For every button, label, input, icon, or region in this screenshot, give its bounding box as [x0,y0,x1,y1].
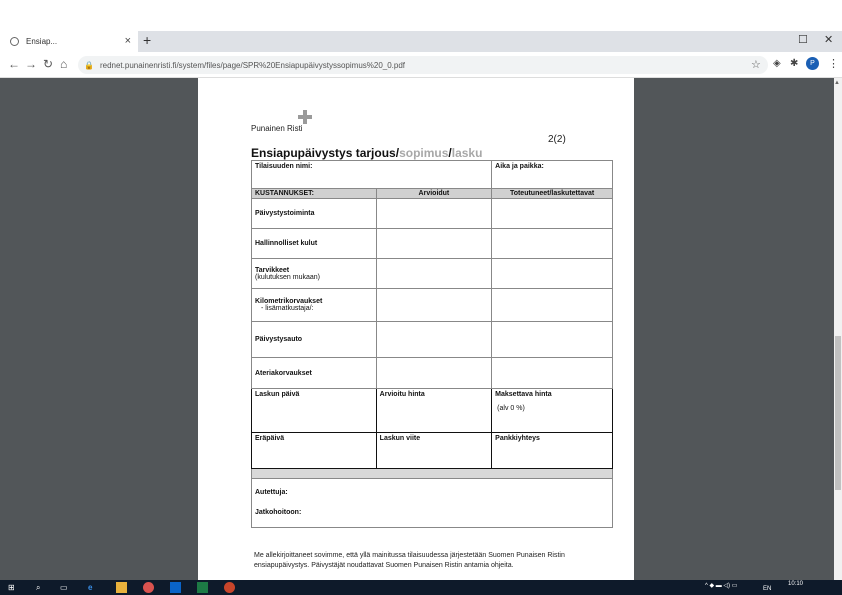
globe-icon [10,37,19,46]
actual-cell[interactable] [492,199,613,229]
windows-start-icon[interactable]: ⊞ [8,583,15,592]
title-lasku: lasku [451,146,483,160]
invoice-ref-cell[interactable]: Laskun viite [376,433,492,469]
back-icon[interactable]: ← [8,57,20,71]
actual-cell[interactable] [492,259,613,289]
file-explorer-icon[interactable] [116,582,127,593]
red-cross-logo-bar [298,115,312,119]
estimated-cell[interactable] [376,289,492,322]
powerpoint-icon[interactable] [224,582,235,593]
event-name-cell[interactable]: Tilaisuuden nimi: [252,161,492,189]
actual-cell[interactable] [492,358,613,389]
scrollbar[interactable] [834,78,842,580]
document-title [251,146,482,160]
clock[interactable]: 10:10 [788,581,804,587]
estimated-cell[interactable] [376,229,492,259]
scroll-up-icon[interactable]: ▲ [834,80,840,86]
invoice-date-cell[interactable]: Laskun päivä [252,389,377,433]
system-tray-icons[interactable]: ^ ◆ ▬ ◁) ▭ [705,583,738,589]
title-sopimus: sopimus [399,146,449,160]
reload-icon[interactable]: ↻ [43,57,54,71]
chrome-icon[interactable] [143,582,154,593]
address-bar[interactable] [78,56,768,74]
estimated-cell[interactable] [376,199,492,229]
menu-kebab-icon[interactable]: ⋮ [828,58,839,70]
time-place-cell[interactable]: Aika ja paikka: [492,161,613,189]
actual-cell[interactable] [492,322,613,358]
puzzle-icon[interactable]: ✱ [790,58,799,69]
cost-form-table [251,160,613,528]
task-view-icon[interactable]: ▭ [60,583,68,592]
language-indicator[interactable]: EN [763,586,772,592]
row-label: Ateriakorvaukset [252,358,377,389]
actual-header: Toteutuneet/laskutettavat [492,189,613,199]
costs-header: KUSTANNUKSET: [252,189,377,199]
profile-avatar[interactable]: P [806,57,819,70]
browser-toolbar [0,52,842,78]
bank-cell[interactable]: Pankkiyhteys [492,433,613,469]
browser-tab[interactable] [0,31,138,52]
search-icon[interactable]: ⌕ [36,582,41,592]
vat-note: (alv 0 %) [497,405,525,412]
extension-icon[interactable]: ◈ [773,58,781,69]
estimated-price-cell[interactable]: Arvioitu hinta [376,389,492,433]
lock-icon: 🔒 [84,60,94,70]
agreement-text: Me allekirjoittaneet sovimme, että yllä mainitussa tilaisuudessa järjestetään Suomen Punaisen Ristin ensiapupäivystys. Päivystäjät noudattavat Suomen Punaisen Ristin antamia ohjeita. [254,552,565,569]
outcome-cell[interactable] [252,479,613,528]
edge-icon[interactable]: e [88,583,93,592]
excel-icon[interactable] [197,582,208,593]
title-slash: / [448,146,452,160]
estimated-header: Arvioidut [376,189,492,199]
scrollbar-thumb[interactable] [835,336,841,490]
forward-icon[interactable]: → [25,57,37,71]
title-main: Ensiapupäivystys tarjous/ [251,146,400,160]
tab-title: Ensiap... [26,37,58,46]
bookmark-star-icon[interactable]: ☆ [751,59,761,71]
assisted-label: Autettuja: [255,489,288,496]
estimated-cell[interactable] [376,358,492,389]
tab-close-icon[interactable]: × [124,35,131,47]
row-label: Tarvikkeet (kulutuksen mukaan) [252,259,377,289]
window-close-button[interactable]: ✕ [824,34,834,46]
estimated-cell[interactable] [376,322,492,358]
new-tab-button[interactable]: + [143,32,152,48]
row-label: Kilometrikorvaukset - lisämatkustaja/: [252,289,377,322]
payable-price-cell[interactable]: Maksettava hinta (alv 0 %) [492,389,613,433]
estimated-cell[interactable] [376,259,492,289]
maximize-button[interactable]: ☐ [798,34,808,46]
home-icon[interactable]: ⌂ [60,57,68,71]
actual-cell[interactable] [492,229,613,259]
row-label: Päivystysauto [252,322,377,358]
due-date-cell[interactable]: Eräpäivä [252,433,377,469]
org-name: Punainen Risti [251,124,303,133]
row-label: Päivystystoiminta [252,199,377,229]
followup-label: Jatkohoitoon: [255,509,302,516]
actual-cell[interactable] [492,289,613,322]
grey-separator [252,469,613,479]
outlook-icon[interactable] [170,582,181,593]
url-text: rednet.punainenristi.fi/system/files/page/SPR%20Ensiapupäivystyssopimus%20_0.pdf [99,60,406,70]
page-number: 2(2) [548,134,566,145]
row-label: Hallinnolliset kulut [252,229,377,259]
